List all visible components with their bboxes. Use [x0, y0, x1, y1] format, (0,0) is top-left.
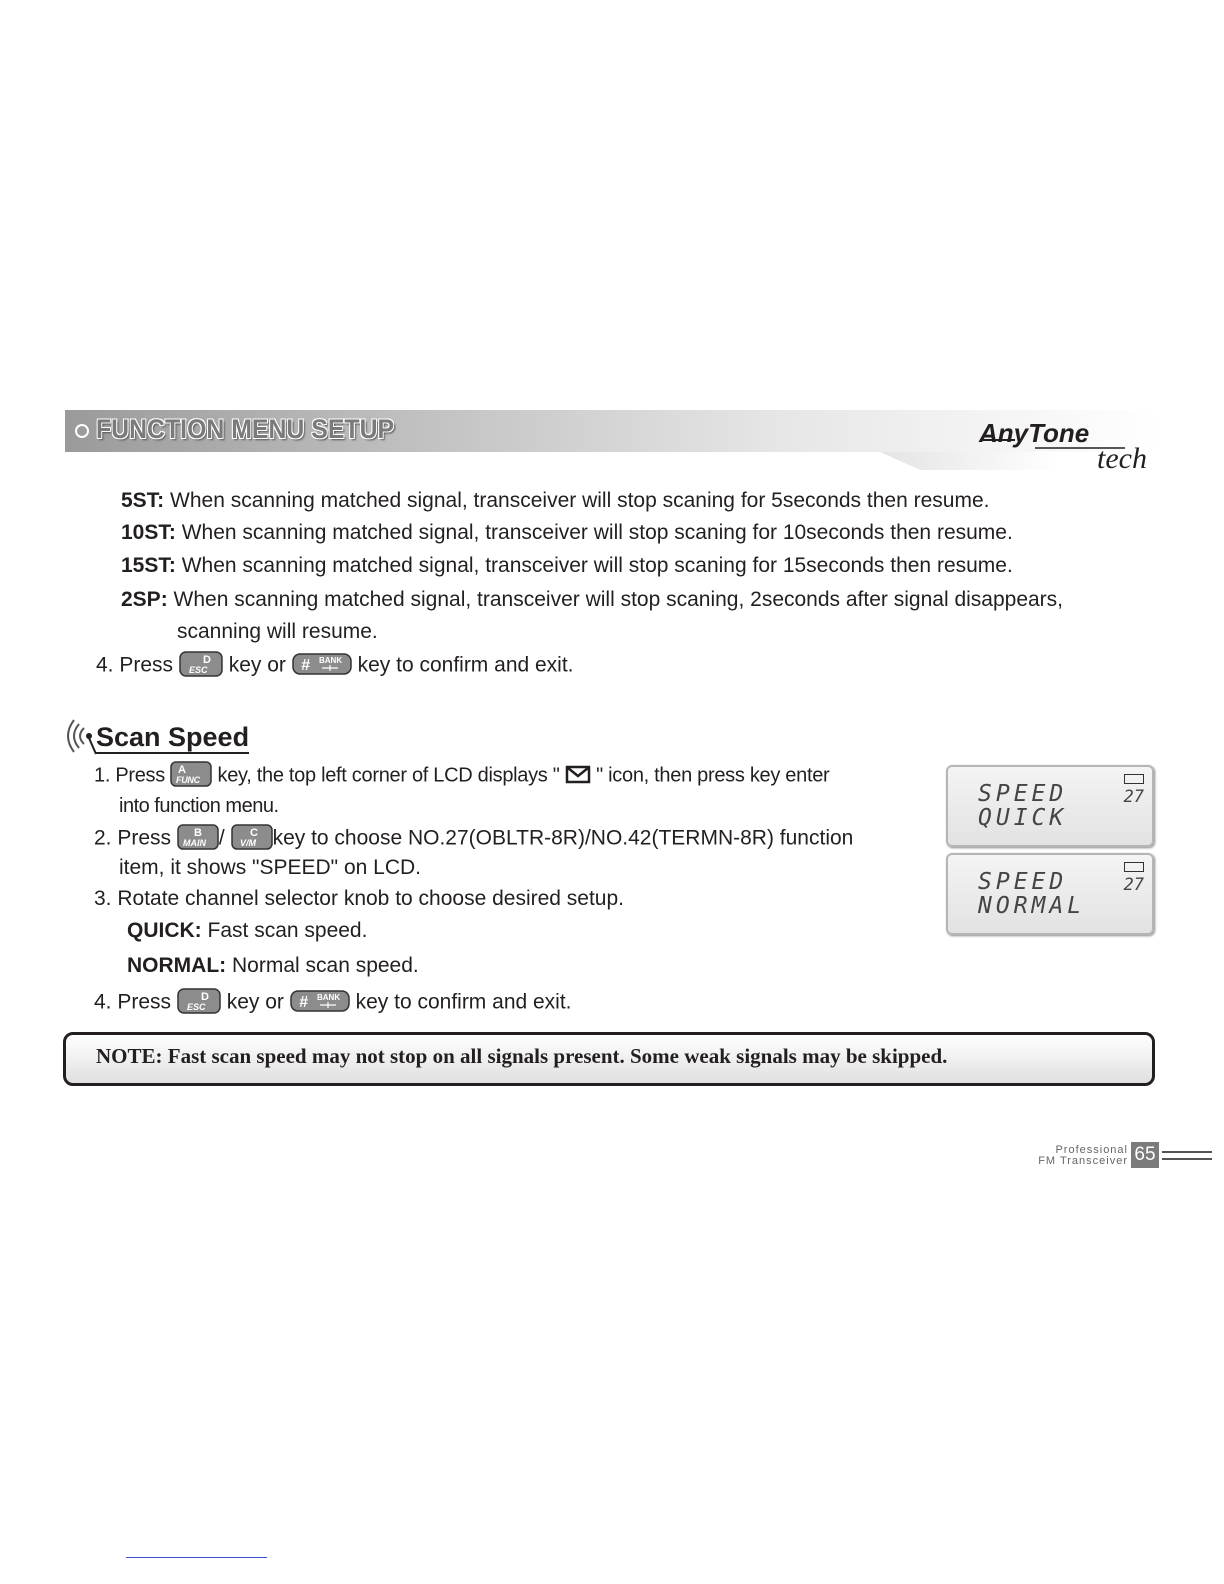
step-text: 2. Press: [94, 826, 172, 850]
svg-text:B: B: [193, 827, 202, 839]
svg-text:D: D: [200, 991, 209, 1003]
lcd-display-quick: [946, 765, 1154, 847]
lcd-line1: SPEED: [978, 869, 1068, 895]
section-title: FUNCTION MENU SETUP: [96, 414, 395, 444]
option-label: 2SP:: [121, 588, 168, 611]
battery-icon: [1124, 774, 1144, 784]
option-label: 15ST:: [121, 554, 176, 577]
battery-icon: [1124, 862, 1144, 872]
step-text: key or: [228, 653, 286, 677]
option-text: Normal scan speed.: [232, 954, 419, 977]
bank-key-icon: [290, 990, 350, 1012]
svg-text:BANK: BANK: [316, 993, 340, 1002]
svg-text:D: D: [202, 654, 211, 666]
func-key-icon: [170, 761, 212, 787]
bank-key-icon: [292, 653, 352, 675]
page-number: 65: [1131, 1142, 1159, 1168]
step-text: 4. Press: [96, 653, 174, 677]
step-text: 1. Press: [94, 764, 165, 787]
main-key-icon: [177, 824, 219, 850]
message-envelope-icon: [565, 764, 591, 784]
scan-step1: [94, 763, 829, 789]
svg-text:ESC: ESC: [188, 665, 208, 675]
option-text: When scanning matched signal, transceiver will stop scaning for 15seconds then resume.: [181, 554, 1013, 577]
option-5st: [121, 489, 989, 513]
option-text: Fast scan speed.: [207, 919, 368, 942]
step4-top: [96, 653, 574, 679]
step-text: key to confirm and exit.: [355, 990, 572, 1014]
option-label: NORMAL:: [127, 954, 227, 977]
svg-text:A: A: [178, 764, 186, 776]
logo-sub-text: tech: [1097, 442, 1147, 472]
svg-text:#: #: [298, 994, 308, 1011]
step-text: " icon, then press key enter: [596, 764, 830, 787]
svg-text:C: C: [249, 827, 258, 839]
option-label: 10ST:: [121, 521, 176, 544]
step-text: key, the top left corner of LCD displays ": [217, 764, 560, 787]
scan-step4: [94, 990, 572, 1016]
scan-speed-heading: Scan Speed: [96, 722, 250, 752]
signal-waves-icon: [60, 716, 98, 756]
header-bullet-icon: [75, 424, 89, 438]
option-10st: [121, 521, 1013, 545]
svg-text:ESC: ESC: [186, 1002, 206, 1012]
option-text: When scanning matched signal, transceiver will stop scaning, 2seconds after signal disappears,: [173, 588, 1064, 611]
svg-text:#: #: [300, 657, 310, 674]
option-normal: [127, 954, 419, 978]
step-text: key to confirm and exit.: [357, 653, 574, 677]
lcd-menu-number: 27: [1123, 787, 1144, 807]
svg-text:MAIN: MAIN: [182, 838, 206, 848]
esc-key-icon: [179, 651, 223, 677]
footer-rule: [1162, 1151, 1212, 1153]
vm-key-icon: [231, 824, 273, 850]
option-label: QUICK:: [127, 919, 202, 942]
svg-text:FUNC: FUNC: [176, 775, 201, 785]
lcd-menu-number: 27: [1123, 875, 1144, 895]
option-label: 5ST:: [121, 489, 165, 512]
svg-text:BANK: BANK: [318, 656, 342, 665]
lcd-line2: NORMAL: [978, 893, 1086, 919]
step-text: key to choose NO.27(OBLTR-8R)/NO.42(TERMN-8R) function: [272, 826, 854, 850]
scan-step2-continued: item, it shows "SPEED" on LCD.: [119, 856, 422, 879]
scan-step3: 3. Rotate channel selector knob to choose desired setup.: [94, 887, 625, 910]
option-15st: [121, 554, 1013, 578]
option-text: When scanning matched signal, transceiver will stop scaning for 5seconds then resume.: [170, 489, 990, 512]
link-underline: [126, 1557, 267, 1558]
scan-step2: [94, 826, 853, 852]
step-text: /: [218, 826, 225, 850]
scan-step1-continued: into function menu.: [119, 795, 279, 817]
svg-text:V/M: V/M: [239, 838, 256, 848]
option-2sp: [121, 588, 1063, 612]
note-text: NOTE: Fast scan speed may not stop on all signals present. Some weak signals may be skipped.: [96, 1044, 948, 1068]
lcd-display-normal: [946, 853, 1154, 935]
anytone-logo: [975, 414, 1160, 472]
option-text: When scanning matched signal, transceiver will stop scaning for 10seconds then resume.: [181, 521, 1013, 544]
option-quick: [127, 919, 367, 943]
step-text: key or: [226, 990, 284, 1014]
logo-main-text: AnyTone: [979, 418, 1090, 448]
lcd-line2: QUICK: [978, 805, 1068, 831]
footer-label-professional: Professional: [1055, 1144, 1128, 1156]
footer-label-transceiver: FM Transceiver: [1038, 1155, 1128, 1167]
esc-key-icon: [177, 988, 221, 1014]
option-2sp-continued: scanning will resume.: [177, 620, 378, 643]
footer-rule: [1162, 1158, 1212, 1160]
lcd-line1: SPEED: [978, 781, 1068, 807]
step-text: 4. Press: [94, 990, 172, 1014]
